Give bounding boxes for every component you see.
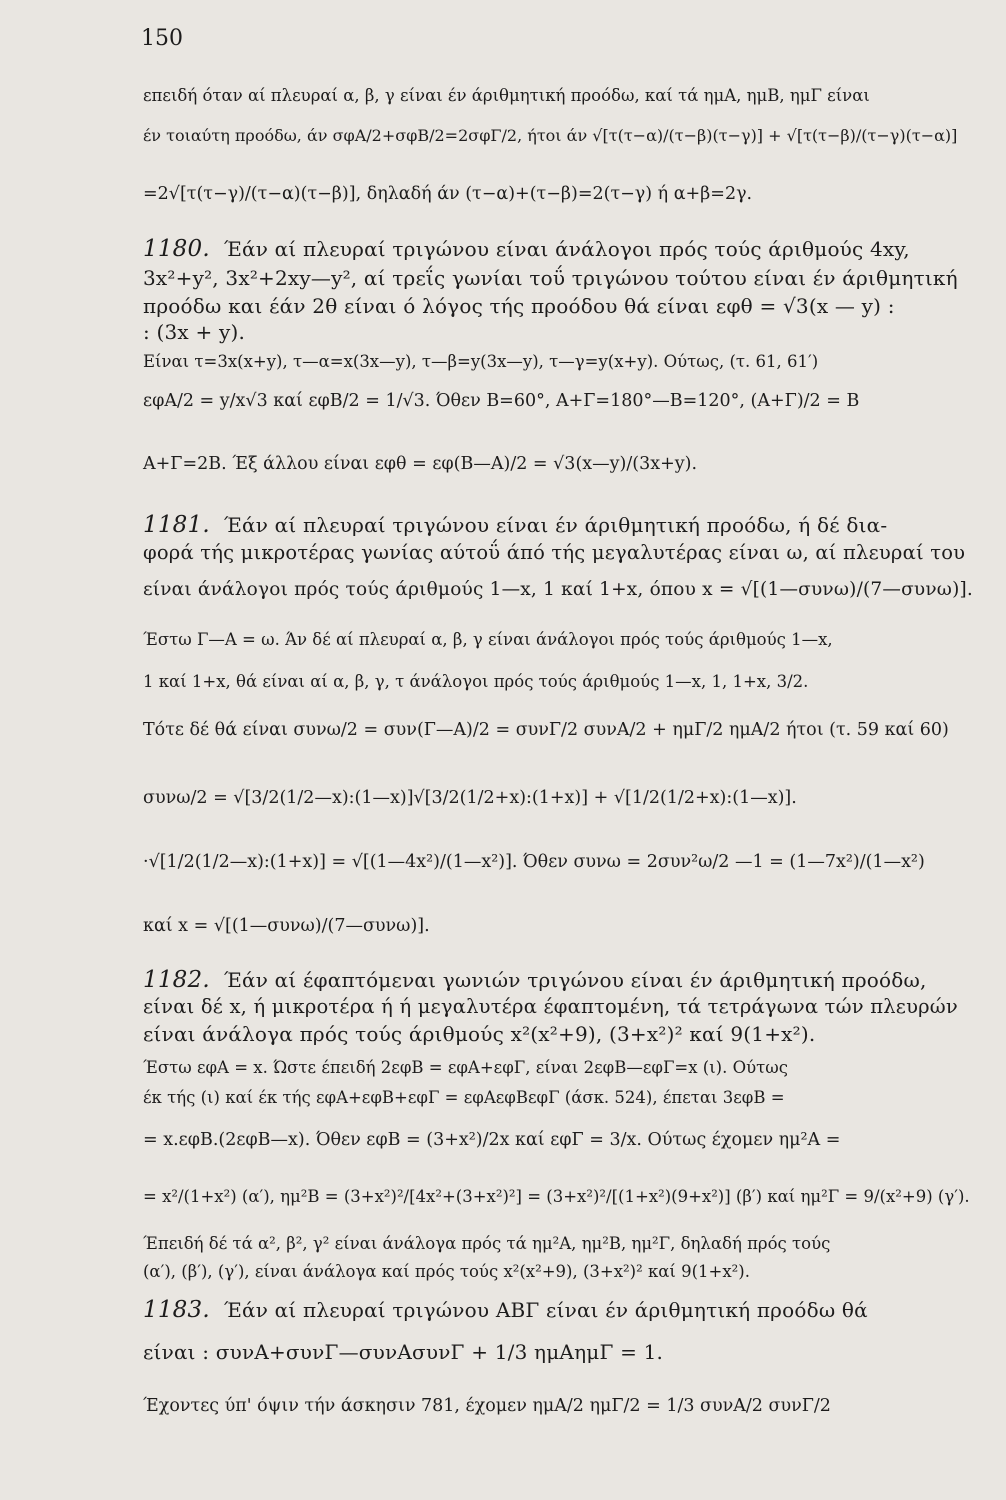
problem-number: 1183. xyxy=(143,1297,210,1323)
problem-1181-statement: 1181. Έάν αί πλευραί τριγώνου είναι έν άριθμητική προόδω, ή δέ δια- xyxy=(143,512,888,538)
text-line: επειδή όταν αί πλευραί α, β, γ είναι έν άριθμητική προόδω, καί τά ημΑ, ημΒ, ημΓ είναι xyxy=(143,86,870,105)
formula-line: = x²/(1+x²) (α′), ημ²Β = (3+x²)²/[4x²+(3+x²)²] = (3+x²)²/[(1+x²)(9+x²)] (β′) καί ημ²Γ = 9/(x²+9) (γ′). xyxy=(143,1187,970,1206)
page-number: 150 xyxy=(141,26,183,51)
text-line: φορά τής μικροτέρας γωνίας αύτοΰ άπό τής μεγαλυτέρας είναι ω, αί πλευραί του xyxy=(143,541,966,564)
text-line: Έστω εφΑ = x. Ώστε έπειδή 2εφΒ = εφΑ+εφΓ, είναι 2εφΒ—εφΓ=x (ι). Ούτως xyxy=(143,1058,788,1077)
formula-line: είναι : συνΑ+συνΓ—συνΑσυνΓ + 1/3 ημΑημΓ = 1. xyxy=(143,1340,664,1364)
problem-1180-statement: 1180. Έάν αί πλευραί τριγώνου είναι άνάλογοι πρός τούς άριθμούς 4xy, xyxy=(143,236,910,262)
text-line: είναι δέ x, ή μικροτέρα ή ή μεγαλυτέρα έφαπτομένη, τά τετράγωνα τών πλευρών xyxy=(143,995,958,1018)
text-line: έκ τής (ι) καί έκ τής εφΑ+εφΒ+εφΓ = εφΑεφΒεφΓ (άσκ. 524), έπεται 3εφΒ = xyxy=(143,1088,785,1107)
text-line: προόδω και έάν 2θ είναι ό λόγος τής προόδου θά είναι εφθ = √3(x — y) : xyxy=(143,294,895,318)
text-line: 1 καί 1+x, θά είναι αί α, β, γ, τ άνάλογοι πρός τούς άριθμούς 1—x, 1, 1+x, 3/2. xyxy=(143,672,809,691)
formula-line: Τότε δέ θά είναι συνω/2 = συν(Γ—Α)/2 = συνΓ/2 συνΑ/2 + ημΓ/2 ημΑ/2 ήτοι (τ. 59 καί 60) xyxy=(143,720,949,740)
text-line: είναι άνάλογοι πρός τούς άριθμούς 1—x, 1 καί 1+x, όπου x = √[(1—συνω)/(7—συνω)]. xyxy=(143,579,974,600)
formula-line: Α+Γ=2Β. Έξ άλλου είναι εφθ = εφ(Β—Α)/2 = √3(x—y)/(3x+y). xyxy=(143,454,698,474)
formula-line: ·√[1/2(1/2—x):(1+x)] = √[(1—4x²)/(1—x²)]. Όθεν συνω = 2συν²ω/2 —1 = (1—7x²)/(1—x²) xyxy=(143,852,925,872)
formula-line: Έχοντες ύπ' όψιν τήν άσκησιν 781, έχομεν ημΑ/2 ημΓ/2 = 1/3 συνΑ/2 συνΓ/2 xyxy=(143,1396,831,1416)
problem-1183-statement: 1183. Έάν αί πλευραί τριγώνου ΑΒΓ είναι έν άριθμητική προόδω θά xyxy=(143,1297,868,1323)
problem-number: 1182. xyxy=(143,967,210,993)
problem-number: 1181. xyxy=(143,512,210,538)
text-line: : (3x + y). xyxy=(143,320,246,344)
formula-line: συνω/2 = √[3/2(1/2—x):(1—x)]√[3/2(1/2+x):(1+x)] + √[1/2(1/2+x):(1—x)]. xyxy=(143,788,797,808)
formula-line: =2√[τ(τ−γ)/(τ−α)(τ−β)], δηλαδή άν (τ−α)+(τ−β)=2(τ−γ) ή α+β=2γ. xyxy=(143,184,753,204)
formula-line: καί x = √[(1—συνω)/(7—συνω)]. xyxy=(143,916,430,936)
text-line: Έστω Γ—Α = ω. Άν δέ αί πλευραί α, β, γ είναι άνάλογοι πρός τούς άριθμούς 1—x, xyxy=(143,630,833,649)
problem-1182-statement: 1182. Έάν αί έφαπτόμεναι γωνιών τριγώνου είναι έν άριθμητική προόδω, xyxy=(143,967,927,993)
text-line: Είναι τ=3x(x+y), τ—α=x(3x—y), τ—β=y(3x—y), τ—γ=y(x+y). Ούτως, (τ. 61, 61′) xyxy=(143,352,819,371)
problem-number: 1180. xyxy=(143,236,210,262)
text-line: Έπειδή δέ τά α², β², γ² είναι άνάλογα πρός τά ημ²Α, ημ²Β, ημ²Γ, δηλαδή πρός τούς xyxy=(143,1234,831,1253)
text-line: (α′), (β′), (γ′), είναι άνάλογα καί πρός τούς x²(x²+9), (3+x²)² καί 9(1+x²). xyxy=(143,1262,750,1281)
text-line: είναι άνάλογα πρός τούς άριθμούς x²(x²+9), (3+x²)² καί 9(1+x²). xyxy=(143,1022,816,1046)
formula-line: έν τοιαύτη προόδω, άν σφΑ/2+σφΒ/2=2σφΓ/2, ήτοι άν √[τ(τ−α)/(τ−β)(τ−γ)] + √[τ(τ−β)/(τ−γ)(τ−α)] xyxy=(143,126,958,145)
formula-line: = x.εφΒ.(2εφΒ—x). Όθεν εφΒ = (3+x²)/2x καί εφΓ = 3/x. Ούτως έχομεν ημ²Α = xyxy=(143,1130,841,1150)
text-line: 3x²+y², 3x²+2xy—y², αί τρεΐς γωνίαι τοΰ τριγώνου τούτου είναι έν άριθμητική xyxy=(143,266,958,290)
formula-line: εφΑ/2 = y/x√3 καί εφΒ/2 = 1/√3. Όθεν Β=60°, Α+Γ=180°—Β=120°, (Α+Γ)/2 = Β xyxy=(143,391,860,411)
